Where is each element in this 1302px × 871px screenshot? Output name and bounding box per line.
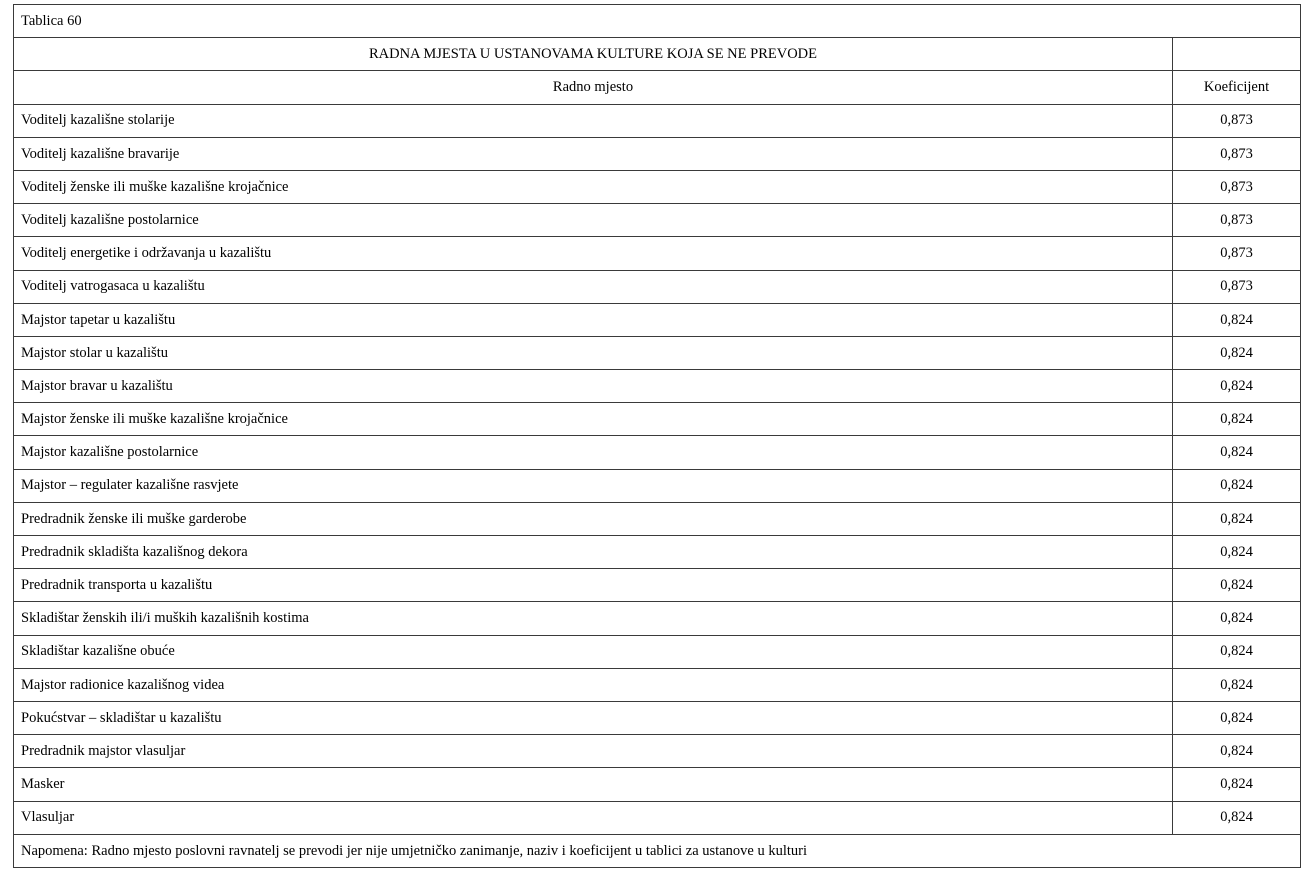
coefficient-cell: 0,873 [1173,237,1301,270]
coefficient-cell: 0,824 [1173,801,1301,834]
table-row [14,204,1301,237]
table-title-empty-cell [1173,38,1301,71]
positions-table [13,4,1301,868]
coefficient-cell: 0,824 [1173,635,1301,668]
table-row [14,436,1301,469]
table-row [14,569,1301,602]
table-row [14,502,1301,535]
coefficient-cell: 0,824 [1173,668,1301,701]
coefficient-cell: 0,824 [1173,403,1301,436]
position-cell: Majstor tapetar u kazalištu [14,303,1173,336]
position-cell: Majstor – regulater kazališne rasvjete [14,469,1173,502]
table-title: RADNA MJESTA U USTANOVAMA KULTURE KOJA SE NE PREVODE [14,38,1173,71]
table-row [14,303,1301,336]
position-cell: Predradnik majstor vlasuljar [14,735,1173,768]
table-row [14,370,1301,403]
table-title-row [14,38,1301,71]
position-cell: Majstor stolar u kazalištu [14,336,1173,369]
position-cell: Voditelj kazališne bravarije [14,137,1173,170]
table-row [14,237,1301,270]
coefficient-cell: 0,873 [1173,137,1301,170]
coefficient-cell: 0,824 [1173,569,1301,602]
coefficient-cell: 0,873 [1173,170,1301,203]
position-cell: Majstor bravar u kazalištu [14,370,1173,403]
table-row [14,137,1301,170]
table-row [14,768,1301,801]
column-header-position: Radno mjesto [14,71,1173,104]
table-row [14,270,1301,303]
coefficient-cell: 0,824 [1173,436,1301,469]
position-cell: Skladištar ženskih ili/i muških kazališnih kostima [14,602,1173,635]
table-row [14,668,1301,701]
position-cell: Masker [14,768,1173,801]
coefficient-cell: 0,824 [1173,336,1301,369]
position-cell: Majstor ženske ili muške kazališne krojačnice [14,403,1173,436]
coefficient-cell: 0,824 [1173,469,1301,502]
table-row [14,735,1301,768]
column-header-coefficient: Koeficijent [1173,71,1301,104]
position-cell: Voditelj ženske ili muške kazališne krojačnice [14,170,1173,203]
coefficient-cell: 0,824 [1173,701,1301,734]
coefficient-cell: 0,873 [1173,270,1301,303]
position-cell: Majstor kazališne postolarnice [14,436,1173,469]
position-cell: Voditelj kazališne postolarnice [14,204,1173,237]
position-cell: Majstor radionice kazališnog videa [14,668,1173,701]
coefficient-cell: 0,824 [1173,768,1301,801]
position-cell: Voditelj energetike i održavanja u kazalištu [14,237,1173,270]
table-row [14,602,1301,635]
coefficient-cell: 0,873 [1173,104,1301,137]
table-row [14,403,1301,436]
position-cell: Pokućstvar – skladištar u kazalištu [14,701,1173,734]
coefficient-cell: 0,873 [1173,204,1301,237]
position-cell: Predradnik transporta u kazalištu [14,569,1173,602]
coefficient-cell: 0,824 [1173,303,1301,336]
coefficient-cell: 0,824 [1173,602,1301,635]
table-label-row [14,5,1301,38]
position-cell: Vlasuljar [14,801,1173,834]
coefficient-cell: 0,824 [1173,536,1301,569]
table-header-row [14,71,1301,104]
table-note: Napomena: Radno mjesto poslovni ravnatelj se prevodi jer nije umjetničko zanimanje, naziv i koeficijent u tablici za ustanove u kulturi [14,834,1301,867]
table-row [14,336,1301,369]
table-row [14,536,1301,569]
table-label: Tablica 60 [14,5,1301,38]
coefficient-cell: 0,824 [1173,735,1301,768]
coefficient-cell: 0,824 [1173,370,1301,403]
table-row [14,635,1301,668]
table-note-row [14,834,1301,867]
position-cell: Voditelj kazališne stolarije [14,104,1173,137]
coefficient-cell: 0,824 [1173,502,1301,535]
table-row [14,104,1301,137]
position-cell: Predradnik ženske ili muške garderobe [14,502,1173,535]
table-row [14,170,1301,203]
table-row [14,469,1301,502]
position-cell: Skladištar kazališne obuće [14,635,1173,668]
table-row [14,701,1301,734]
table-row [14,801,1301,834]
position-cell: Predradnik skladišta kazališnog dekora [14,536,1173,569]
position-cell: Voditelj vatrogasaca u kazalištu [14,270,1173,303]
